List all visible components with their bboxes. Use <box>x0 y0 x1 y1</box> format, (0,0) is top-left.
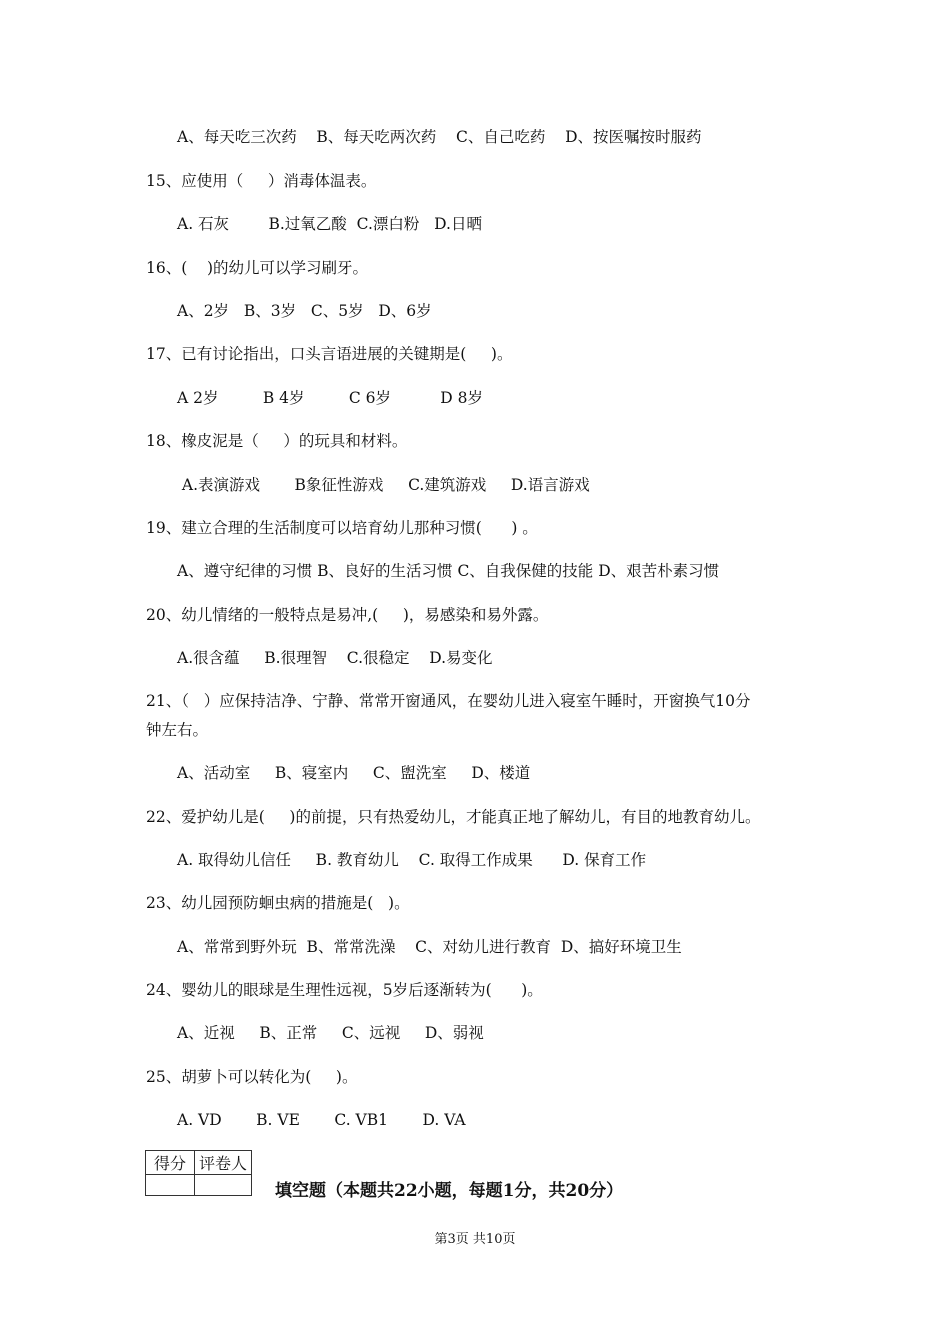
answer-options: A. 石灰 B.过氧乙酸 C.漂白粉 D.日晒 <box>177 215 482 233</box>
grader-header: 评卷人 <box>195 1151 252 1175</box>
question-text: 17、已有讨论指出，口头言语进展的关键期是( )。 <box>146 345 513 363</box>
answer-options: A、常常到野外玩 B、常常洗澡 C、对幼儿进行教育 D、搞好环境卫生 <box>177 938 682 956</box>
answer-options: A、活动室 B、寝室内 C、盥洗室 D、楼道 <box>177 764 531 782</box>
score-cell <box>146 1175 195 1196</box>
grader-cell <box>195 1175 252 1196</box>
score-table <box>145 1150 252 1196</box>
answer-options: A、遵守纪律的习惯 B、良好的生活习惯 C、自我保健的技能 D、艰苦朴素习惯 <box>177 562 720 580</box>
question-text: 21、（ ）应保持洁净、宁静、常常开窗通风，在婴幼儿进入寝室午睡时，开窗换气10分 <box>146 692 751 710</box>
question-text: 24、婴幼儿的眼球是生理性远视，5岁后逐渐转为( )。 <box>146 981 543 999</box>
answer-options: A 2岁 B 4岁 C 6岁 D 8岁 <box>177 389 483 407</box>
section-title: 填空题（本题共22小题，每题1分，共20分） <box>275 1181 624 1201</box>
question-text: 18、橡皮泥是（ ）的玩具和材料。 <box>146 432 408 450</box>
answer-options: A、每天吃三次药 B、每天吃两次药 C、自己吃药 D、按医嘱按时服药 <box>177 128 702 146</box>
answer-options: A. 取得幼儿信任 B. 教育幼儿 C. 取得工作成果 D. 保育工作 <box>177 851 647 869</box>
page-footer: 第3页 共10页 <box>434 1232 516 1247</box>
question-text: 15、应使用（ ）消毒体温表。 <box>146 172 377 190</box>
answer-options: A. VD B. VE C. VB1 D. VA <box>177 1111 466 1129</box>
question-text: 20、幼儿情绪的一般特点是易冲,( )，易感染和易外露。 <box>146 606 549 624</box>
answer-options: A、近视 B、正常 C、远视 D、弱视 <box>177 1024 484 1042</box>
answer-options: A、2岁 B、3岁 C、5岁 D、6岁 <box>177 302 432 320</box>
question-text: 19、建立合理的生活制度可以培育幼儿那种习惯( ) 。 <box>146 519 538 537</box>
score-header: 得分 <box>146 1151 195 1175</box>
answer-options: A.很含蕴 B.很理智 C.很稳定 D.易变化 <box>177 649 493 667</box>
question-text: 钟左右。 <box>146 721 209 739</box>
question-text: 16、( )的幼儿可以学习刷牙。 <box>146 259 369 277</box>
answer-options: A.表演游戏 B象征性游戏 C.建筑游戏 D.语言游戏 <box>177 476 590 494</box>
question-text: 25、胡萝卜可以转化为( )。 <box>146 1068 358 1086</box>
question-text: 22、爱护幼儿是( )的前提，只有热爱幼儿，才能真正地了解幼儿，有目的地教育幼儿。 <box>146 808 761 826</box>
question-text: 23、幼儿园预防蛔虫病的措施是( )。 <box>146 894 410 912</box>
